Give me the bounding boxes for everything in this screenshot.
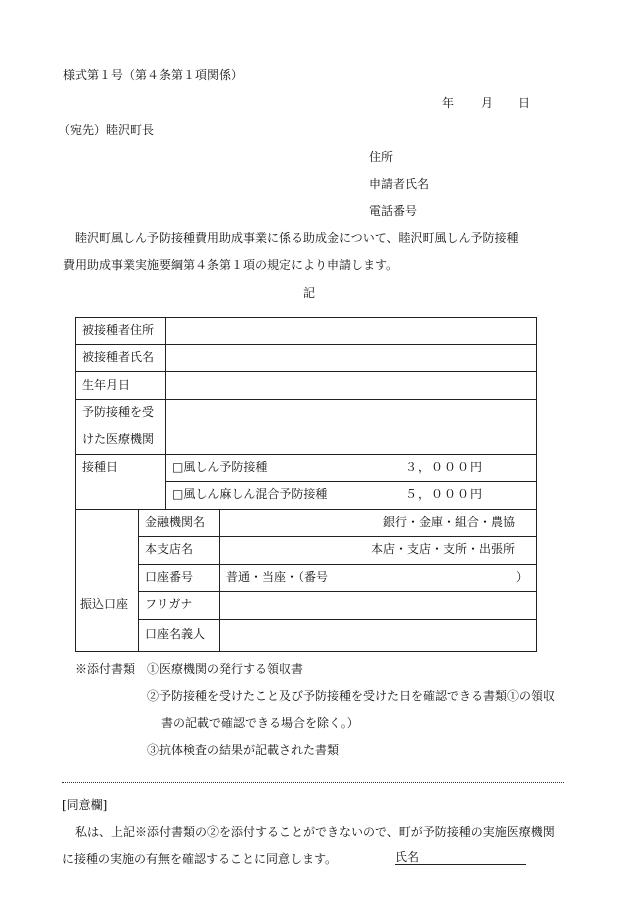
field-patient-name[interactable] xyxy=(166,345,536,371)
option-rubella-amount: ３，０００円 xyxy=(405,460,484,474)
body-line-1: 睦沢町風しん予防接種費用助成事業に係る助成金について、睦沢町風しん予防接種 xyxy=(75,231,519,245)
label-transfer-account: 振込口座 xyxy=(80,597,129,611)
option-mr-amount: ５，０００円 xyxy=(405,487,484,501)
signature-line[interactable] xyxy=(395,864,526,865)
label-patient-address: 被接種者住所 xyxy=(82,323,155,337)
label-branch: 本支店名 xyxy=(145,542,194,556)
date-day: 日 xyxy=(518,96,531,110)
dotted-divider xyxy=(62,782,564,783)
date-month: 月 xyxy=(481,96,494,110)
branch-types[interactable]: 本店・支店・支所・出張所 xyxy=(371,542,516,556)
attachments-label: ※添付書類 xyxy=(75,662,136,676)
label-vaccination-date: 接種日 xyxy=(82,460,119,474)
attachment-item-1: ①医療機関の発行する領収書 xyxy=(147,662,304,676)
label-account-number: 口座番号 xyxy=(145,570,194,584)
attachment-item-3: ③抗体検査の結果が記載された書類 xyxy=(147,743,340,757)
field-furigana[interactable] xyxy=(220,592,536,619)
field-patient-address[interactable] xyxy=(166,318,536,344)
label-furigana: フリガナ xyxy=(145,597,193,611)
label-institution-1: 予防接種を受 xyxy=(82,405,155,419)
account-types[interactable]: 普通・当座・（番号 xyxy=(226,570,329,584)
label-account-holder: 口座名義人 xyxy=(145,627,206,641)
field-institution[interactable] xyxy=(166,400,536,454)
form-label: 様式第１号（第４条第１項関係） xyxy=(63,68,244,82)
option-rubella-checkbox[interactable]: □風しん予防接種 xyxy=(172,460,268,474)
consent-line-2: に接種の実施の有無を確認することに同意します。 xyxy=(62,852,338,866)
body-line-2: 費用助成事業実施要綱第４条第１項の規定により申請します。 xyxy=(63,258,399,272)
applicant-phone-label: 電話番号 xyxy=(369,204,418,218)
attachment-item-2-line-2: 書の記載で確認できる場合を除く。） xyxy=(161,716,359,730)
date-year: 年 xyxy=(442,96,455,110)
account-close-paren: ） xyxy=(516,570,529,584)
label-institution-2: けた医療機関 xyxy=(82,432,155,446)
bank-types[interactable]: 銀行・金庫・組合・農協 xyxy=(383,515,516,529)
ki-heading: 記 xyxy=(303,286,316,300)
label-birthdate: 生年月日 xyxy=(82,378,131,392)
label-bank-name: 金融機関名 xyxy=(145,515,206,529)
option-mr-checkbox[interactable]: □風しん麻しん混合予防接種 xyxy=(172,487,328,501)
addressee: （宛先）睦沢町長 xyxy=(58,123,155,137)
applicant-address-label: 住所 xyxy=(369,150,394,164)
consent-heading: [同意欄] xyxy=(62,798,108,812)
field-birthdate[interactable] xyxy=(166,372,536,399)
attachment-item-2-line-1: ②予防接種を受けたこと及び予防接種を受けた日を確認できる書類①の領収 xyxy=(147,689,556,703)
field-account-holder[interactable] xyxy=(220,620,536,651)
consent-line-1: 私は、上記※添付書類の②を添付することができないので、町が予防接種の実施医療機関 xyxy=(75,825,555,839)
label-patient-name: 被接種者氏名 xyxy=(82,350,155,364)
applicant-name-label: 申請者氏名 xyxy=(369,177,430,191)
consent-name-label: 氏名 xyxy=(395,850,420,864)
